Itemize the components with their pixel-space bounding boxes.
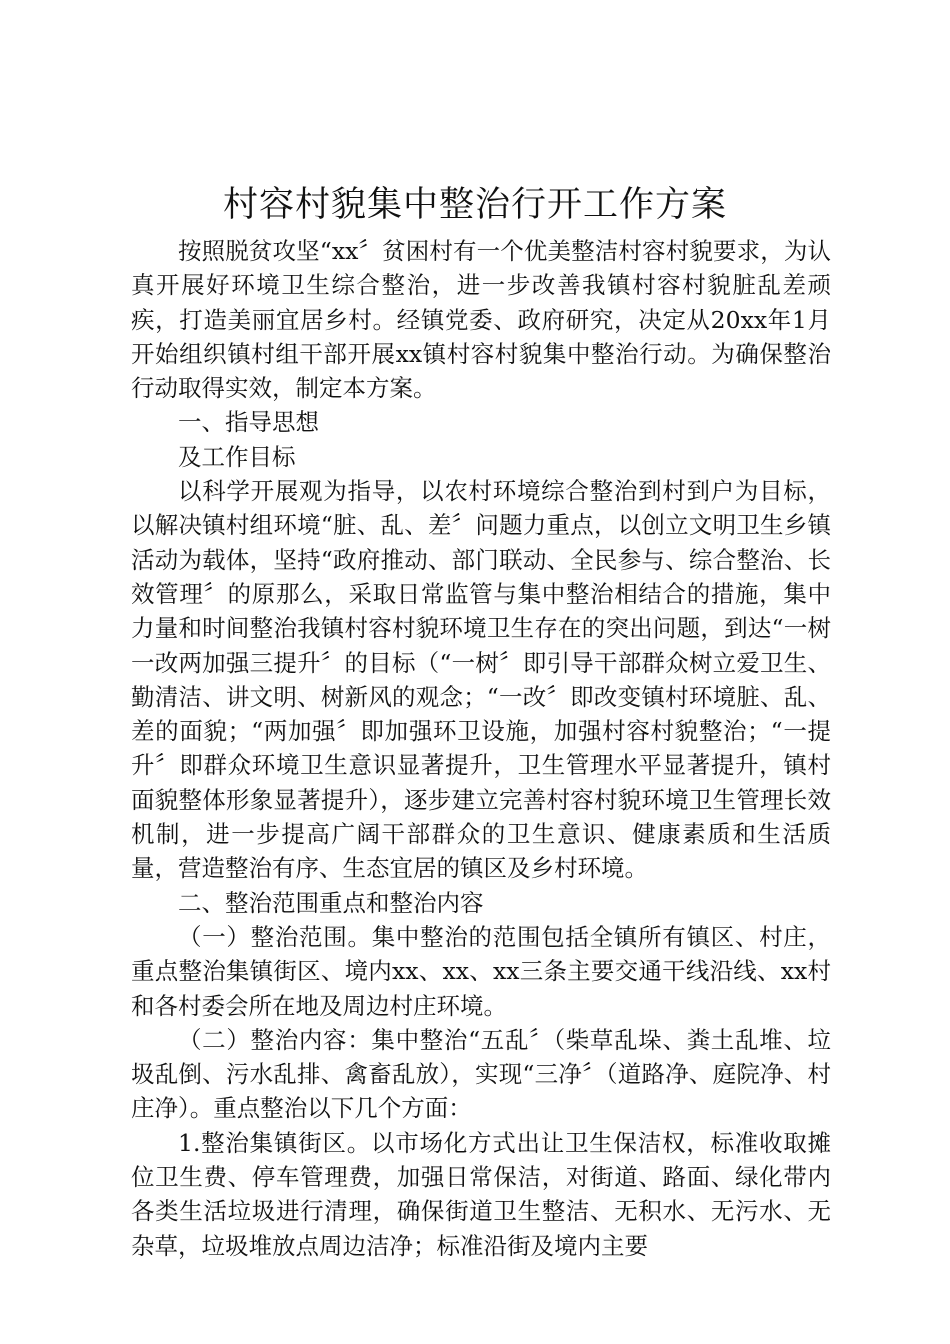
- paragraph-goals: 以科学开展观为指导，以农村环境综合整治到村到户为目标，以解决镇村组环境“脏、乱、差〞问题力重点，以创立文明卫生乡镇活动为载体，坚持“政府推动、部门联动、全民参与、综合整治、长效管理〞的原那么，采取日常监管与集中整治相结合的措施，集中力量和时间整治我镇村容村貌环境卫生存在的突出问题，到达“一树一改两加强三提升〞的目标（“一树〞即引导干部群众树立爱卫生、勤清洁、讲文明、树新风的观念；“一改〞即改变镇村环境脏、乱、差的面貌；“两加强〞即加强环卫设施，加强村容村貌整治；“一提升〞即群众环境卫生意识显著提升，卫生管理水平显著提升，镇村面貌整体形象显著提升），逐步建立完善村容村貌环境卫生管理长效机制，进一步提高广阔干部群众的卫生意识、健康素质和生活质量，营造整治有序、生态宜居的镇区及乡村环境。: [131, 477, 831, 883]
- document-title: 村容村貌集中整治行开工作方案: [222, 185, 727, 225]
- document-body: [131, 234, 831, 1263]
- heading-guiding-thought: 一、指导思想: [178, 408, 319, 437]
- paragraph-scope: （一）整治范围。集中整治的范围包括全镇所有镇区、村庄，重点整治集镇街区、境内xx、xx、xx三条主要交通干线沿线、xx村和各村委会所在地及周边村庄环境。: [131, 922, 831, 1020]
- heading-work-goals: 及工作目标: [178, 442, 296, 471]
- paragraph-intro: 按照脱贫攻坚“xx〞贫困村有一个优美整洁村容村貌要求，为认真开展好环境卫生综合整治，进一步改善我镇村容村貌脏乱差顽疾，打造美丽宜居乡村。经镇党委、政府研究，决定从20xx年1月开始组织镇村组干部开展xx镇村容村貌集中整治行动。为确保整治行动取得实效，制定本方案。: [131, 237, 831, 403]
- paragraph-item-1: 1.整治集镇街区。以市场化方式出让卫生保洁权，标准收取摊位卫生费、停车管理费，加强日常保洁，对街道、路面、绿化带内各类生活垃圾进行清理，确保街道卫生整洁、无积水、无污水、无杂草，垃圾堆放点周边洁净；标准沿街及境内主要: [131, 1128, 831, 1260]
- heading-scope-content: 二、整治范围重点和整治内容: [178, 888, 484, 917]
- paragraph-content: （二）整治内容：集中整治“五乱〞（柴草乱垛、粪土乱堆、垃圾乱倒、污水乱排、禽畜乱放），实现“三净〞（道路净、庭院净、村庄净）。重点整治以下几个方面：: [131, 1025, 831, 1123]
